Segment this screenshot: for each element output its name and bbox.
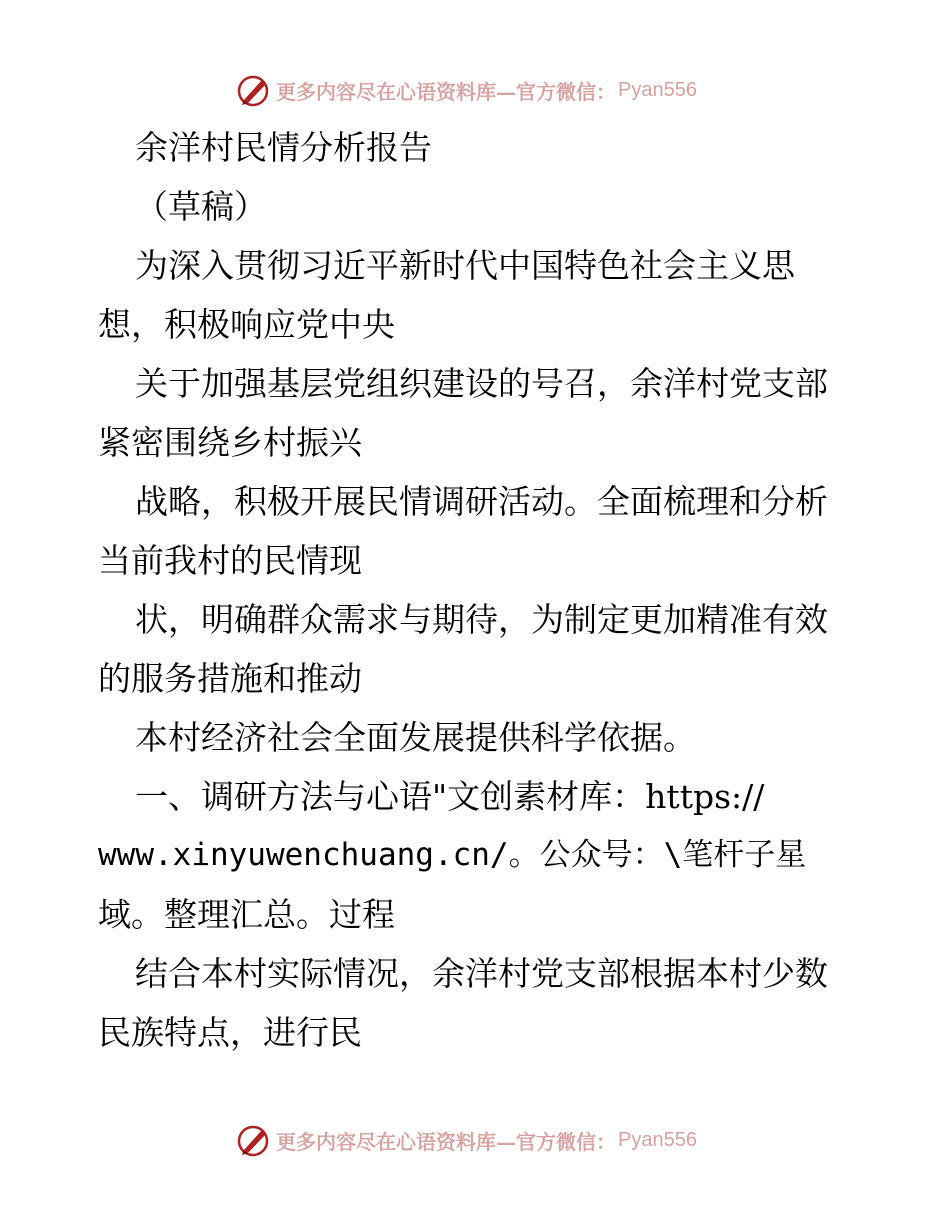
- paragraph-line: 想，积极响应党中央: [98, 305, 395, 344]
- pen-logo-icon: [236, 72, 272, 108]
- pen-logo-icon: [236, 1122, 272, 1158]
- paragraph-line: 结合本村实际情况，余洋村党支部根据本村少数: [135, 954, 828, 993]
- paragraph-line: 关于加强基层党组织建设的号召，余洋村党支部: [135, 364, 828, 403]
- paragraph-line: 状，明确群众需求与期待，为制定更加精准有效: [135, 600, 828, 639]
- watermark-text: 更多内容尽在心语资料库—官方微信：: [276, 1129, 616, 1154]
- document-title: 余洋村民情分析报告: [135, 128, 432, 167]
- paragraph-line: 的服务措施和推动: [98, 659, 362, 698]
- paragraph-line: 为深入贯彻习近平新时代中国特色社会主义思: [135, 246, 795, 285]
- document-subtitle: （草稿）: [135, 187, 267, 226]
- paragraph-line: 本村经济社会全面发展提供科学依据。: [135, 718, 696, 757]
- document-body: [98, 118, 858, 1062]
- paragraph-line: 战略，积极开展民情调研活动。全面梳理和分析: [135, 482, 828, 521]
- paragraph-line: 民族特点，进行民: [98, 1013, 362, 1052]
- watermark-footer: [236, 1122, 697, 1158]
- watermark-wechat-id: Pyan556: [618, 1128, 697, 1151]
- paragraph-line: 当前我村的民情现: [98, 541, 362, 580]
- paragraph-line: www.xinyuwenchuang.cn/。公众号：\笔杆子星: [98, 837, 807, 873]
- watermark-header: [236, 72, 697, 108]
- watermark-wechat-id: Pyan556: [618, 78, 697, 101]
- watermark-text: 更多内容尽在心语资料库—官方微信：: [276, 79, 616, 104]
- paragraph-line: 域。整理汇总。过程: [98, 895, 395, 934]
- section-heading: 一、调研方法与心语"文创素材库：https://: [135, 777, 765, 816]
- paragraph-line: 紧密围绕乡村振兴: [98, 423, 362, 462]
